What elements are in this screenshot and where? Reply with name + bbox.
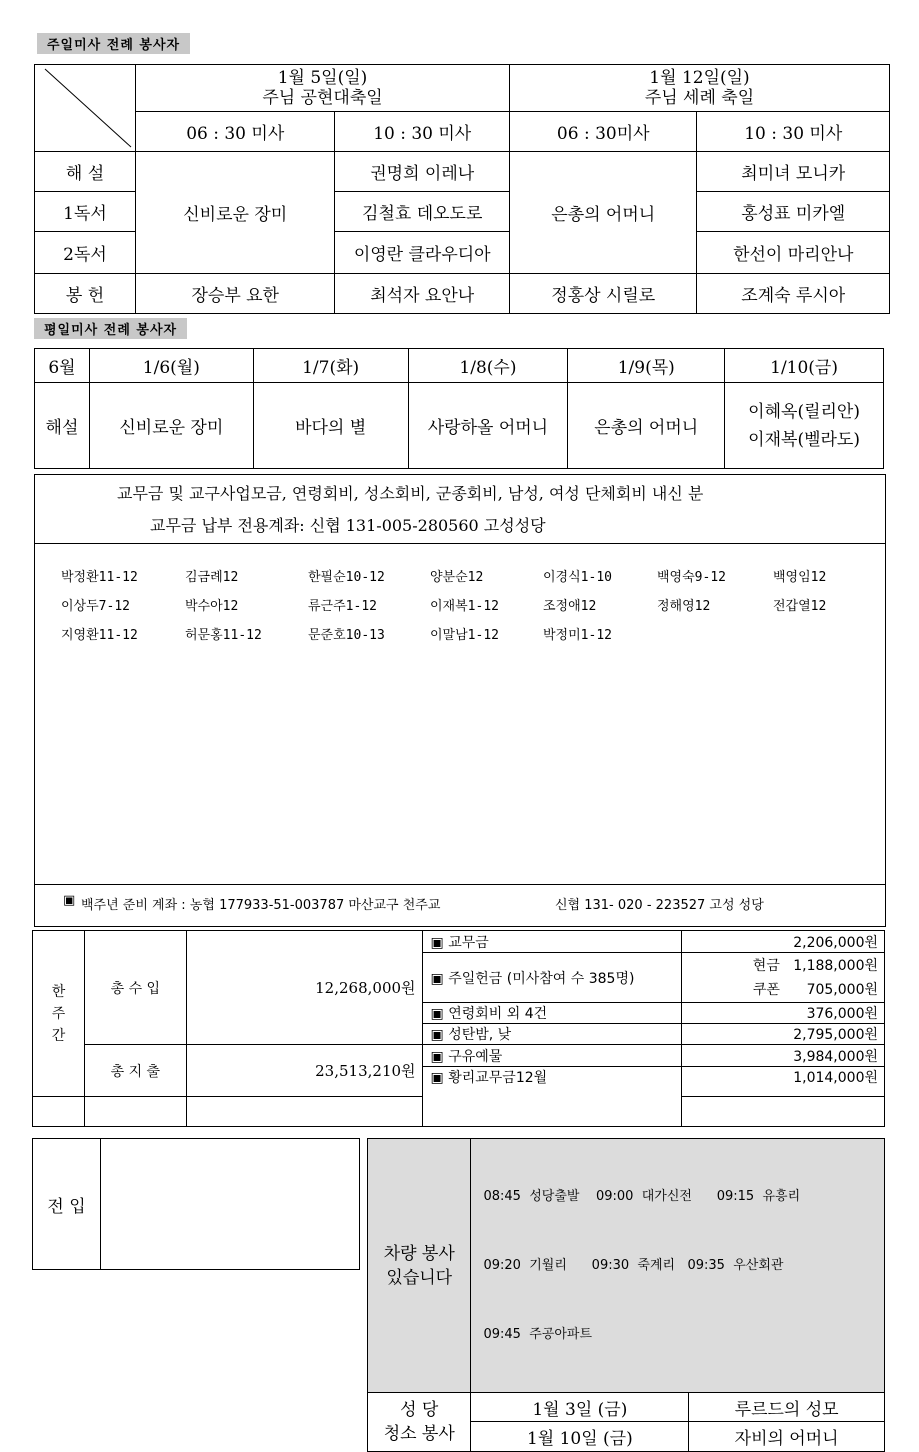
expense-total: 23,513,210원: [186, 1045, 422, 1097]
donor-entry: 백영숙9-12: [657, 570, 726, 585]
minister-name-line: 이재복(벨라도): [748, 429, 860, 450]
finance-item: ▣ 연령회비 외 4건: [422, 1003, 682, 1024]
donor-entry: 전갑열12: [773, 599, 827, 614]
donor-entry: 박정미1-12: [543, 628, 612, 643]
sunday-section-header: 주일미사 전례 봉사자: [37, 33, 190, 54]
minister-name: [725, 383, 884, 469]
vehicle-label-line: 있습니다: [386, 1267, 453, 1288]
sunday-date-2: [509, 65, 889, 112]
role-label: 해 설: [35, 152, 136, 192]
weekday-section-header: 평일미사 전례 봉사자: [34, 318, 187, 339]
donor-entry: 이경식1-10: [543, 570, 612, 585]
finance-amount: 376,000원: [682, 1003, 885, 1024]
finance-item: ▣ 황리교무금12월: [422, 1067, 682, 1097]
checkbox-icon: ▣: [430, 934, 449, 951]
finance-amount: 3,984,000원: [682, 1045, 885, 1067]
vehicle-label: [368, 1139, 471, 1393]
role-label: 2독서: [35, 232, 136, 274]
sub-amount: 705,000원: [806, 981, 878, 998]
centennial-label-2: 신협 131- 020 - 223527 고성 성당: [555, 898, 764, 913]
month-label: 6월: [35, 349, 90, 383]
minister-name: 김철효 데오도로: [335, 192, 510, 232]
checkbox-icon: ▣: [430, 970, 449, 987]
weekday-date: 1/7(화): [253, 349, 408, 383]
donor-entry: 백영임12: [773, 570, 827, 585]
role-label: 해설: [35, 383, 90, 469]
service-box: [367, 1138, 885, 1452]
donor-entry: 조정애12: [543, 599, 597, 614]
sub-amount: 1,188,000원: [793, 957, 878, 974]
income-total: 12,268,000원: [186, 931, 422, 1045]
cleaning-date: 1월 10일 (금): [471, 1422, 689, 1452]
date-label: 1월 12일(일): [649, 67, 750, 88]
donor-entry: 류근주1-12: [308, 599, 377, 614]
income-label: 총 수 입: [84, 931, 186, 1045]
sunday-date-1: [136, 65, 510, 112]
minister-name: 은총의 어머니: [568, 383, 725, 469]
centennial-account: [35, 884, 885, 923]
finance-amount: 1,014,000원: [682, 1067, 885, 1097]
minister-name: 이영란 클라우디아: [335, 232, 510, 274]
account-notice: 교무금 납부 전용계좌: 신협 131-005-280560 고성성당: [150, 516, 546, 535]
minister-name: 조계숙 루시아: [697, 274, 890, 314]
minister-name: 바다의 별: [253, 383, 408, 469]
donation-header: [35, 475, 885, 544]
minister-name: 사랑하올 어머니: [408, 383, 568, 469]
donor-entry: 이말남1-12: [430, 628, 499, 643]
donor-entry: 정해영12: [657, 599, 711, 614]
checkbox-icon: ▣: [430, 1027, 449, 1043]
finance-table: [32, 930, 885, 1127]
finance-amount: 2,795,000원: [682, 1024, 885, 1045]
weekday-ministry-table: [34, 348, 884, 469]
transfer-content: [101, 1139, 360, 1270]
role-label: 1독서: [35, 192, 136, 232]
expense-label: 총 지 출: [84, 1045, 186, 1097]
donor-entry: 문준호10-13: [308, 628, 385, 643]
mass-time: 10 : 30 미사: [335, 111, 510, 151]
minister-name: 홍성표 미카엘: [697, 192, 890, 232]
cleaning-label: [368, 1393, 471, 1452]
diagonal-corner-cell: [35, 65, 136, 152]
vehicle-label-line: 차량 봉사: [383, 1243, 455, 1264]
donor-entry: 박정환11-12: [61, 570, 138, 585]
week-label-char: 주: [51, 1005, 66, 1022]
transfer-label: 전 입: [33, 1139, 101, 1270]
donation-notice: 교무금 및 교구사업모금, 연령회비, 성소회비, 군종회비, 남성, 여성 단체회비 내신 분: [117, 484, 704, 503]
mass-time: 06 : 30미사: [509, 111, 697, 151]
cleaning-group: 루르드의 성모: [689, 1393, 885, 1422]
diagonal-line: [35, 65, 135, 151]
donor-list: [35, 544, 885, 884]
cleaning-group: 자비의 어머니: [689, 1422, 885, 1452]
minister-name-line: 이혜옥(릴리안): [748, 401, 860, 422]
donor-entry: 한필순10-12: [308, 570, 385, 585]
minister-name: 권명희 이레나: [335, 152, 510, 192]
minister-name: 신비로운 장미: [136, 152, 335, 274]
feast-label: 주님 공현대축일: [262, 87, 383, 108]
minister-name: 최미녀 모니카: [697, 152, 890, 192]
vehicle-line: 08:45 성당출발 09:00 대가신전 09:15 유흥리: [483, 1189, 801, 1204]
finance-item: ▣ 교무금: [422, 931, 682, 953]
finance-item: ▣ 성탄밤, 낮: [422, 1024, 682, 1045]
feast-label: 주님 세례 축일: [644, 87, 755, 108]
donor-entry: 양분순12: [430, 570, 484, 585]
week-label-char: 간: [51, 1027, 66, 1044]
donor-entry: 지영환11-12: [61, 628, 138, 643]
sub-label: 현금: [752, 957, 780, 974]
donor-entry: 김금례12: [185, 570, 239, 585]
minister-name: 은총의 어머니: [509, 152, 697, 274]
minister-name: 최석자 요안나: [335, 274, 510, 314]
vehicle-schedule: [471, 1139, 885, 1393]
date-label: 1월 5일(일): [277, 67, 368, 88]
donation-section: [34, 474, 886, 927]
checkbox-icon: ▣: [63, 893, 76, 908]
donor-entry: 이상두7-12: [61, 599, 130, 614]
sunday-ministry-table: [34, 64, 890, 314]
donor-entry: 이재복1-12: [430, 599, 499, 614]
finance-item: ▣ 주일헌금 (미사참여 수 385명): [422, 953, 682, 1003]
sub-label: 쿠폰: [752, 981, 780, 998]
role-label: 봉 헌: [35, 274, 136, 314]
checkbox-icon: ▣: [430, 1070, 449, 1086]
finance-item: ▣ 구유예물: [422, 1045, 682, 1067]
mass-time: 10 : 30 미사: [697, 111, 890, 151]
minister-name: 신비로운 장미: [89, 383, 253, 469]
minister-name: 한선이 마리안나: [697, 232, 890, 274]
weekday-date: 1/10(금): [725, 349, 884, 383]
checkbox-icon: ▣: [430, 1048, 449, 1065]
weekday-date: 1/9(목): [568, 349, 725, 383]
weekday-date: 1/6(월): [89, 349, 253, 383]
finance-amount-split: [682, 953, 885, 1003]
vehicle-line: 09:20 기월리 09:30 죽계리 09:35 우산회관: [483, 1258, 784, 1273]
weekday-date: 1/8(수): [408, 349, 568, 383]
transfer-box: [32, 1138, 360, 1270]
vehicle-line: 09:45 주공아파트: [483, 1327, 593, 1342]
donor-entry: 박수아12: [185, 599, 239, 614]
checkbox-icon: ▣: [430, 1006, 449, 1022]
donor-entry: 허문홍11-12: [185, 628, 262, 643]
minister-name: 장승부 요한: [136, 274, 335, 314]
cleaning-label-line: 성 당: [400, 1400, 439, 1420]
cleaning-date: 1월 3일 (금): [471, 1393, 689, 1422]
week-label: [33, 931, 85, 1097]
minister-name: 정홍상 시릴로: [509, 274, 697, 314]
centennial-label: 백주년 준비 계좌 : 농협 177933-51-003787 마산교구 천주교: [81, 898, 441, 913]
mass-time: 06 : 30 미사: [136, 111, 335, 151]
cleaning-label-line: 청소 봉사: [383, 1424, 455, 1444]
week-label-char: 한: [51, 983, 66, 1000]
finance-amount: 2,206,000원: [682, 931, 885, 953]
